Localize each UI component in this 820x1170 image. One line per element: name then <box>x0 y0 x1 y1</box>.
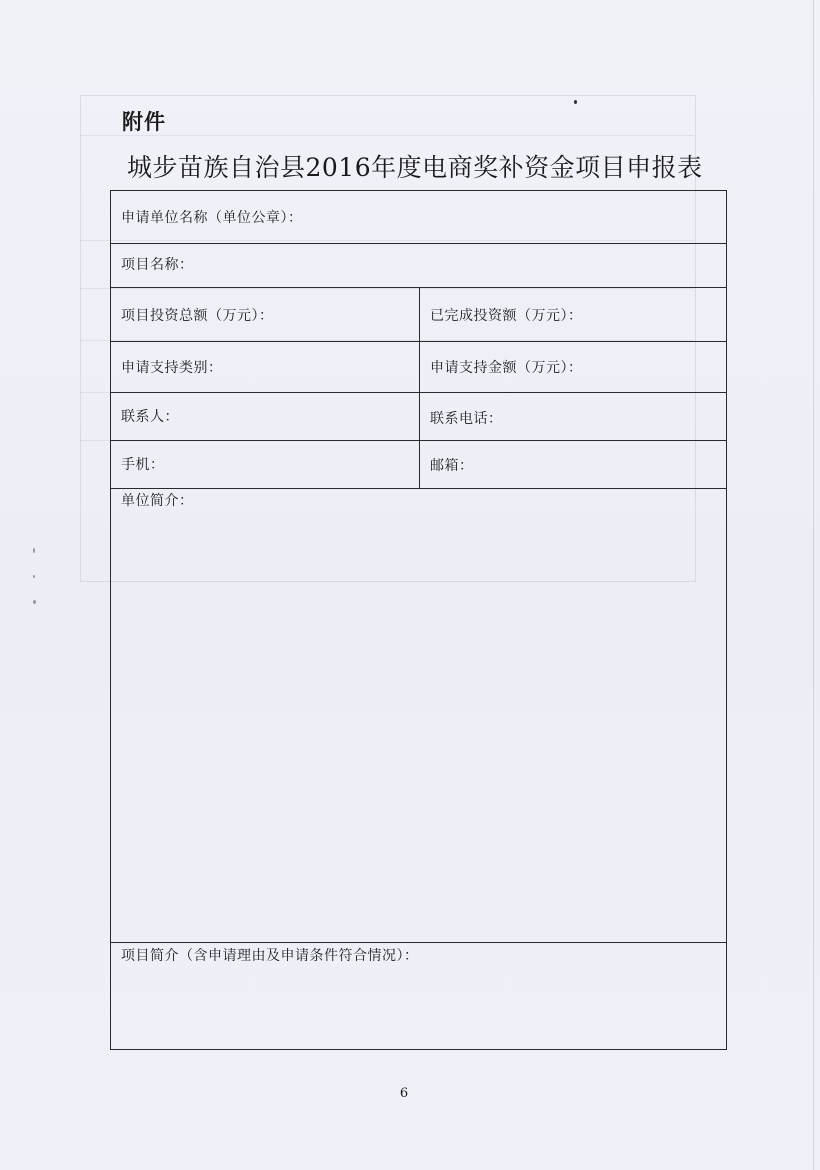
row-divider <box>111 243 726 244</box>
application-form-table <box>110 190 727 1050</box>
attachment-heading: 附件 <box>122 109 166 134</box>
support-amount-field[interactable]: 申请支持金额（万元）： <box>430 360 583 376</box>
project-name-field[interactable]: 项目名称： <box>121 257 194 273</box>
support-category-field[interactable]: 申请支持类别： <box>121 360 223 376</box>
mobile-field[interactable]: 手机： <box>121 457 165 473</box>
binding-mark <box>33 548 35 553</box>
column-divider <box>419 287 420 488</box>
total-investment-field[interactable]: 项目投资总额（万元）： <box>121 308 274 324</box>
ink-speck <box>574 100 577 104</box>
show-through-line <box>80 135 694 136</box>
completed-investment-field[interactable]: 已完成投资额（万元）： <box>430 308 583 324</box>
unit-intro-field[interactable]: 单位简介： <box>121 493 194 509</box>
row-divider <box>111 488 726 489</box>
contact-phone-field[interactable]: 联系电话： <box>430 411 503 427</box>
contact-person-field[interactable]: 联系人： <box>121 409 179 425</box>
binding-mark <box>33 575 35 578</box>
form-title: 城步苗族自治县2016年度电商奖补资金项目申报表 <box>127 153 703 182</box>
binding-mark <box>33 600 36 604</box>
page-edge <box>813 0 814 1170</box>
page-number: 6 <box>399 1086 409 1101</box>
row-divider <box>111 942 726 943</box>
email-field[interactable]: 邮箱： <box>430 458 474 474</box>
applicant-unit-field[interactable]: 申请单位名称（单位公章）： <box>121 210 303 226</box>
project-intro-field[interactable]: 项目简介（含申请理由及申请条件符合情况）： <box>121 948 419 964</box>
